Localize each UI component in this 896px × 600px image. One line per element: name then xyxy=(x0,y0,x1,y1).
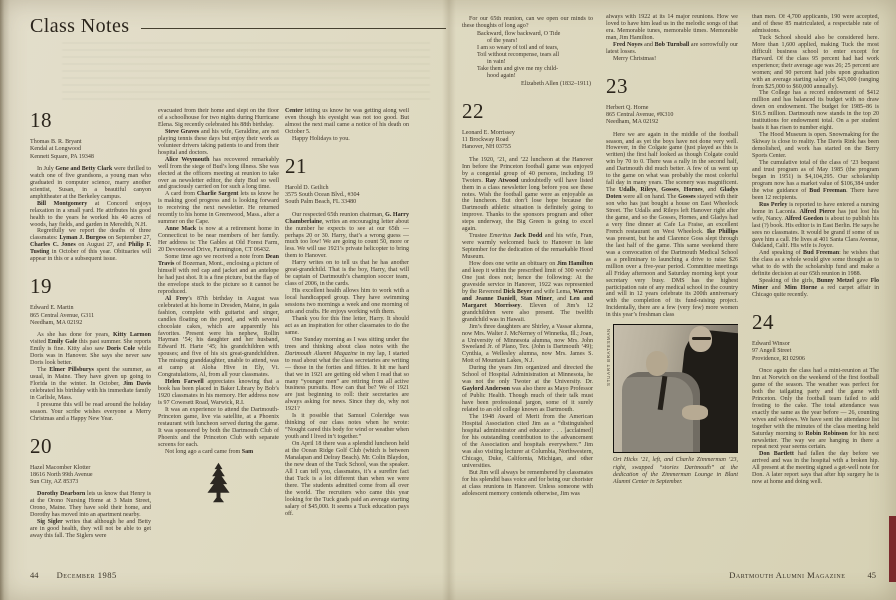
poem-line: in vain! xyxy=(487,58,506,65)
class-news-paragraph: Here we are again in the middle of the football season, and as yet the boys have not done very well. However, in the Colgate game (just played as this is written) the first half looked as though Colgate could win by 70 to 0. There was a rally in the second half, and Dartmouth did much better. A few of us went up to the game on what was probably the most colorful fall day in many years. The scenery was magnificent. The Udalls, Rileys, Gosses, Hornes, and Gladys Doten were all on hand. The Gosses stayed with their son who has just bought a house on East Wheelock Street. The Udalls and Rileys left Hanover right after the game, and so the Gosses, Hornes, and Gladys had a very fine dinner at Cafe La Fraise, an excellent French restaurant on West Wheelock. Ike Phillips was present, but he and Clarence Goss slept through the last half of the game. This same weekend there was a convocation of the Dartmouth Medical School as a preliminary to launching a drive to raise $26 million over a five-year period. Committee meetings all Friday afternoon and Saturday morning kept your secretary very busy. DMS has the highest participation rate of any medical school in the country and will in 12 years celebrate its 200th anniversary with the completion of its fund-raising project. Incidentally, there are a few (very few) more women in this year’s freshman class xyxy=(606,131,738,319)
address-line: Leonard E. Morrissey xyxy=(462,129,515,136)
address-line: Needham, MA 02192 xyxy=(30,319,83,326)
class-news-paragraph: Happy Holidays to you. xyxy=(292,135,350,142)
page-gutter xyxy=(442,0,456,600)
photo-caption: Ort Hicks ’21, left, and Charlie Zimmerman ’23, right, swapped “stories Dartmouth” at the dedication of the Zimmerman Lounge in Blunt Alumni Center in September. xyxy=(613,457,738,485)
class-news-paragraph: I presume this will be read around the holiday season. Your scribe wishes everyone a Merry Christmas and a Happy New Year. xyxy=(30,401,151,422)
header-rule xyxy=(141,28,446,29)
address-line: Edward E. Martin xyxy=(30,305,74,312)
class-news-paragraph: Bill Montgomery at Concord enjoys relaxation in a small yard. He attributes his good health to the years he worked his 40 acres of woods, hay fields, and garden in Meredith, N.H. xyxy=(30,200,151,228)
photo-figure xyxy=(646,351,668,376)
address-line: 18616 North 99th Avenue xyxy=(30,471,93,478)
class-news-paragraph: For our 65th reunion, can we open our minds to these thoughts of long ago? xyxy=(462,16,593,29)
class-news-paragraph: The 1948 Award of Merit from the American Hospital Association cited Jim as a “distinguished hospital administrator and educator . . . [acclaimed] for his outstanding contribution to the advancement of the Association and hospitals everywhere.” Jim was also visiting lecturer at Columbia, Northwestern, Chicago, Duke, California, Michigan, and other universities. xyxy=(462,414,593,469)
poem-line: Toil without recompense, tears all xyxy=(477,51,560,58)
class-news-paragraph: Regretfully we report the deaths of three classmates: Lyman J. Burgess on September 27, Charles C. Jones on August 27, and Philip F. Tusting in October of this year. Obituaries will appear in this or a subsequent issue. xyxy=(30,228,151,263)
address-line: 11 Brockway Road xyxy=(462,137,509,144)
class-news-paragraph: Dorothy Dearborn lets us know that Henry is at the Orono Nursing Home at 3 Main Street, Orono, Maine. They have sold their home, and Dorothy has moved into an apartment nearby. xyxy=(30,491,151,519)
right-page xyxy=(448,0,896,600)
address-line: 97 Angell Street xyxy=(752,348,792,355)
class-year-heading: 20 xyxy=(30,433,52,458)
address-line: South Palm Beach, FL 33480 xyxy=(285,199,357,206)
address-line: 3575 South Ocean Blvd., #304 xyxy=(285,192,360,199)
class-secretary-address xyxy=(606,105,738,127)
class-news-paragraph: Alice Weymouth has recovered remarkably well from the siege of Bud’s long illness. She was elected at the officers meeting at reunion to take over as newsletter editor, the duty Bud so well and graciously carried on for such a long time. xyxy=(158,156,279,191)
class-year-heading: 24 xyxy=(752,310,774,335)
class-news-paragraph: The College has a record endowment of $412 million and has balanced its budget with no draw down on endowment. The budget for 1985–86 is $16.5 million. Dartmouth now stands in the top 20 institutions for endowment total. On a per student basis it has risen to number eight. xyxy=(752,90,879,132)
class-news-paragraph: Fred Noyes and Bob Turnball are sorrowfully our latest losses. xyxy=(606,41,738,55)
class-news-paragraph: One Sunday morning as I was sitting under the trees and thinking about class notes with the Dartmouth Alumni Magazine in my lap, I started to read about what the class secretaries are writing — those in the forties and fifties. It hit me hard that we in 1921 are getting old when I read that so many “younger men” are retiring from all active business pursuits. How can that be? We of 1921 are just beginning to roll: their secretaries are always asking for news. Since they do, why not 1921? xyxy=(285,336,409,413)
class-news-paragraph: Is it possible that Samuel Coleridge was thinking of our class notes when he wrote: “Nought cared this body for wind or weather when youth and I lived in’t together.” xyxy=(285,413,409,441)
class-news-paragraph: Thank you for this fine letter, Harry. It should act as an inspiration for other classmates to do the same. xyxy=(285,315,409,336)
class-news-paragraph: During the years Jim organized and directed the School of Hospital Administration at Minnesota, he was not the only Twoter at the University. Dr. Gaylord Anderson was also there as Mayo Professor of Public Health. Though much of their talk must have been professional jargon, some of it surely related to an old college known as Dartmouth. xyxy=(462,365,593,414)
class-year-heading: 23 xyxy=(606,73,628,98)
class-secretary-address xyxy=(285,185,409,207)
class-news-paragraph: Center letting us know he was getting along well even though his eyesight was not too good. But almost the next mail came a notice of his death on October 5. xyxy=(285,108,409,135)
poem-line: I am so weary of toil and of tears, xyxy=(477,44,559,51)
left-page-footer xyxy=(30,570,117,580)
address-line: Thomas B. R. Bryant xyxy=(30,139,82,145)
alumni-photo xyxy=(606,324,738,453)
class-news-paragraph: In July Gene and Betty Clark were thrilled to watch one of five grandsons, a young man who graduated in computer science, marry another scientist, Susan, in a beautiful canyon amphitheater at the Berkeley campus. xyxy=(30,165,151,200)
class-news-paragraph: Rus Perley is reported to have entered a nursing home in Laconia. Alfred Pierce has just lost his wife, Nancy. Alfred Goedon is about to publish his last (?) book. His editor is in East Berlin. He says he sees no classmates. It would be grand if some of us gave him a call. He lives at 401 Santa Clara Avenue, Oakland, Calif. His wife is Joyce. xyxy=(752,201,879,250)
class-news-paragraph: Sig Sigler writes that although he and Betty are in good health, they will not be able to get away this fall. The Siglers were xyxy=(30,519,151,540)
class-secretary-address xyxy=(752,341,879,363)
address-line: 865 Central Avenue, #K310 xyxy=(606,111,674,118)
address-line: Sun City, AZ 85373 xyxy=(30,479,79,486)
class-news-paragraph: Anne Mack is now at a retirement home in Connecticut to be near members of her family. Her address is: The Gables at Old Forest Farm, 20 Devonwood Drive, Farmington, CT 06432. xyxy=(158,226,279,254)
class-news-paragraph: Once again the class had a mini-reunion at The Inn at Norwich on the weekend of the first football game of the season. The weather was perfect for both the tailgating party and the game with Princeton. Only the football team failed to add frosting to the cake. The total attendance was exactly the same as the year before — 26, counting wives and widows. We have sent the attendance list together with the minutes of the class meeting held Saturday morning to Robin Robinson for his next newsletter. The way we are hanging in there a repeat next year seems certain. xyxy=(752,367,879,451)
text-column xyxy=(462,16,593,576)
class-secretary-address xyxy=(30,139,151,161)
photo-image xyxy=(613,324,738,453)
address-line: Kendal at Longwood xyxy=(30,146,82,153)
right-page-footer xyxy=(729,570,876,580)
class-news-paragraph: Trustee Emeritus Jack Dodd and his wife, Fran, were warmly welcomed back to Hanover in late September for the dedication of the remarkable Hood Museum. xyxy=(462,233,593,261)
class-news-paragraph: The cumulative total of the class of ’23 bequest and trust program as of May 1985 (the program began in 1951) is $4,104,295. Our scholarship program now has a market value of $106,384 under the wise guidance of Bud Freeman. There have been 12 recipients. xyxy=(752,160,879,201)
class-news-paragraph: The 1920, ’21, and ’22 luncheon at the Hanover Inn before the Princeton football game was enjoyed by a congenial group of 40 persons, including 19 Twoters. Ray Atwood undoubtedly will have listed them in a class newsletter long before you see these notes. Wish the football game were as enjoyable as the luncheon. But don’t lose hope because the Dartmouth athletic situation is definitely going to improve. Thanks to the sponsors program and other steps underway, the Big Green is going to excel again. xyxy=(462,156,593,233)
spine-color-mark xyxy=(889,516,896,582)
poem-line: of the years! xyxy=(487,37,518,44)
class-news-paragraph: Al Frey’s 87th birthday in August was celebrated at his home in Dresden, Maine, in gala fashion, complete with guitarist and singer, candles floating on the pond, and with several chocolate cakes, which are apparently his favorites. Present were his nephew, Rollin Hayman ’54; his daughter and her husband, Edward H. Harte ’45; his grandchildren with spouses; and five of his six great-grandchildren. The missing granddaughter, unable to attend, was at camp at Aloha Hive in Ely, Vt. Congratulations, Al, from all your classmates. xyxy=(158,295,279,379)
footer-magazine-label: Dartmouth Alumni Magazine xyxy=(729,570,846,580)
section-header xyxy=(30,15,446,38)
class-news-paragraph: The Elmer Pillsburys spent the summer, as usual, in Maine. They have given up going to Florida in the winter. In October, Jim Davis celebrated his birthday with his immediate family in Carlisle, Mass. xyxy=(30,366,151,401)
poem-line: Backward, flow backward, O Tide xyxy=(477,30,561,37)
text-column xyxy=(158,108,279,598)
class-news-paragraph: Helen Farwell appreciates knowing that a book has been placed in Baker Library by Bob’s 1920 classmates in his memory. Her address now is 97 Cowesett Road, Warwick, R.I. xyxy=(158,379,279,407)
address-line: Kennett Square, PA 19348 xyxy=(30,153,94,160)
footer-issue-label: December 1985 xyxy=(56,570,117,580)
class-news-paragraph: His excellent health allows him to work with a local handicapped group. They have swimming sessions two mornings a week and one morning of arts and crafts. He enjoys working with them. xyxy=(285,288,409,315)
class-secretary-address xyxy=(30,465,151,487)
class-news-paragraph: A card from Charlie Sargent lets us know he is making good progress and is looking forward to receiving the next newsletter. He returned recently to his home in Greenwood, Mass., after a summer on the Cape. xyxy=(158,191,279,226)
class-news-paragraph: As she has done for years, Kitty Larmon visited Emily Gale this past summer. She reports Emily is fine. Kitty also saw Doris Cole while Doris was in Hanover. She says she never saw Doris look better. xyxy=(30,332,151,366)
class-news-paragraph: evacuated from their home and slept on the floor of a schoolhouse for two nights during Hurricane Elena. Sig recently celebrated his 88th birthday. xyxy=(158,108,279,128)
class-year-heading: 21 xyxy=(285,153,307,178)
class-news-paragraph: Steve Graves and his wife, Geraldine, are not playing tennis these days but enjoy their work as volunteer drivers taking patients to and from their hospital and doctors. xyxy=(158,128,279,156)
class-secretary-address xyxy=(462,130,593,152)
class-news-paragraph: Jim’s three daughters are Shirley, a Vassar alumna, now Mrs. Walter J. McNerney of Winnetka, Ill.; Joan, a University of Minnesota alumna, now Mrs. John Sweeland Jr. of Plano, Tex. (John is Dartmouth ’49); Cynthia, a Wellesley alumna, now Mrs. James S. Mott of Mountain Lakes, N.J. xyxy=(462,323,593,365)
class-news-paragraph: Some time ago we received a note from Dean Travis of Bozeman, Mont., enclosing a picture of himself with red cap and jacket and an antelope he had just shot. It is a fine picture, but the flap of the envelope stuck to the picture so it cannot be reproduced. xyxy=(158,254,279,295)
text-column xyxy=(30,108,151,570)
address-line: Hazel Macomber Klotter xyxy=(30,464,91,471)
poem xyxy=(462,31,593,88)
text-column xyxy=(285,108,409,574)
class-news-paragraph: always with 1922 at its 14 major reunions. How we loved to have him lead us in the melodic songs of that era. Memorable tunes, memorable times. Memorable man, Jim Hamilton. xyxy=(606,14,738,41)
address-line: Herbert Q. Horne xyxy=(606,104,649,111)
page-title: Class Notes xyxy=(30,15,130,37)
class-news-paragraph: But Jim will always be remembered by classmates for his splendid bass voice and for being our chorister at class reunions in Hanover. Unless someone with adolescent memory contends otherwise, Jim was xyxy=(462,469,593,497)
photo-figure xyxy=(682,405,708,420)
class-secretary-address xyxy=(30,305,151,327)
address-line: Hanover, NH 03755 xyxy=(462,144,511,151)
class-news-paragraph: It was an experience to attend the Dartmouth-Princeton game, live via satellite, at a Phoenix restaurant with luncheon served during the game. It was sponsored by both the Dartmouth Club of Phoenix and the Princeton Club with separate screens for each. xyxy=(158,406,279,448)
class-news-paragraph: Not long ago a card came from Sam xyxy=(165,448,254,455)
class-year-heading: 18 xyxy=(30,108,52,132)
class-news-paragraph: Don Bartlett had fallen the day before we arrived and was in the hospital with a broken hip. All present at the meeting signed a get-well note for Don. A later report says that after hip surgery he is now at home and doing well. xyxy=(752,451,879,486)
address-line: Needham, MA 02192 xyxy=(606,119,659,126)
address-line: Edward Winsor xyxy=(752,341,790,348)
class-news-paragraph: than men. Of 4,700 applicants, 190 were accepted, and of these 85 matriculated, a respectable rate of admissions. xyxy=(752,14,879,34)
class-news-paragraph: Tuck School should also be considered here. More than 1,600 applied, making Tuck the most difficult business school to enter except for Harvard. Of the class 95 percent had had work experience; their average age was 26; 25 percent are women; and 90 percent had jobs upon graduation with an average starting salary of $43,000 (ranging from $25,000 to $60,000 annually). xyxy=(752,34,879,90)
text-column xyxy=(752,14,879,562)
class-news-paragraph: Speaking of the girls, Bunny Metzel gave Flo Miner and Mim Horne a red carpet affair in Chicago quite recently. xyxy=(752,278,879,299)
class-news-paragraph: How does one write an obituary on Jim Hamilton and keep it within the prescribed limit of 300 words? One just does not; hence the following: At the graveside service in Hanover, 1922 was represented by the Reverend Dick Beyer and wife Lema, Warren and Jeanne Daniell, Stan Miner, and Len and Margaret Morrissey. Eleven of Jim’s 12 grandchildren were also present. The twelfth grandchild was in Hawaii. xyxy=(462,261,593,323)
address-line: 865 Central Avenue, G311 xyxy=(30,312,95,319)
class-news-paragraph: Harry writes on to tell us that he has another great-grandchild. That is the boy, Harry, that will be captain of Dartmouth’s champion soccer team, class of 2006, in the cards. xyxy=(285,260,409,288)
class-year-heading: 22 xyxy=(462,98,484,123)
class-news-paragraph: And speaking of Bud Freeman: he wishes that the class as a whole would give some thought as to what to do with the scholarship fund and make a definite decision at our 65th reunion in 1988. xyxy=(752,250,879,278)
photo-figure xyxy=(692,337,711,340)
class-news-paragraph: Our respected 65th reunion chairman, G. Harry Chamberlaine, writes an encouraging letter about the number he expects to see at our 65th — perhaps 20 or 30. Harry, that’s a wrong guess — much too low! We are going to count 50, more or less. We will use 1921’s private helicopter to bring them to Hanover. xyxy=(285,211,409,260)
page-number: 44 xyxy=(30,570,39,580)
poem-line: hood again! xyxy=(487,72,516,79)
poem-line: Take them and give me my child- xyxy=(477,65,559,72)
address-line: Providence, RI 02906 xyxy=(752,355,805,362)
class-news-paragraph: On April 18 there was a splendid luncheon held at the Ocean Ridge Golf Club (which is between Manalapan and Delray Beach). Mr. Colin Blaydon, the new dean of the Tuck School, was the speaker. All I can tell you, classmates, it’s a surefire fact that Tuck is a lot different than when we were there. The students admitted come from all over the world. The recruiters who came this year looking for the Tuck grads paid an average starting salary of $45,000. It seems a Tuck education pays off. xyxy=(285,441,409,517)
photo-credit: STUART BRATESMAN xyxy=(606,328,611,387)
address-line: Harold D. Geilich xyxy=(285,184,329,191)
class-news-paragraph: Merry Christmas! xyxy=(613,55,657,62)
class-year-heading: 19 xyxy=(30,274,52,299)
poem-attribution: Elizabeth Allen (1832–1911) xyxy=(521,80,591,87)
text-column xyxy=(606,14,738,590)
class-news-paragraph: The Hood Museum is open. Snowmaking for the Skiway is close to reality. The Davis Rink has been demolished, and work has started on the Berry Sports Center. xyxy=(752,132,879,160)
tree-icon xyxy=(158,462,279,506)
page-edge-shadow xyxy=(0,0,10,600)
page-number: 45 xyxy=(867,570,876,580)
